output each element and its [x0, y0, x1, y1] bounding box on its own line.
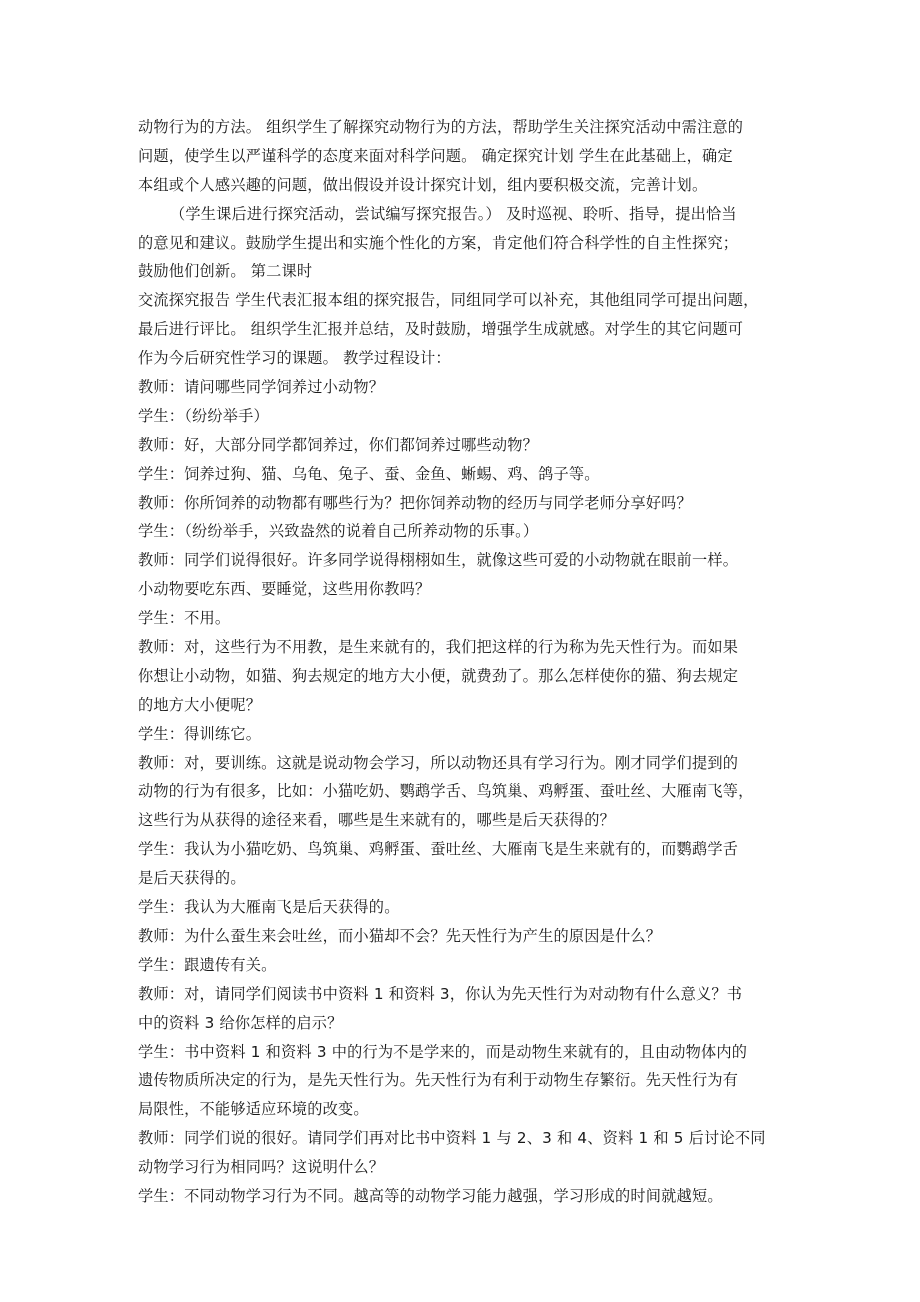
- text-line: 动物的行为有很多，比如：小猫吃奶、鹦鹉学舌、鸟筑巢、鸡孵蛋、蚕吐丝、大雁南飞等，: [138, 782, 754, 801]
- text-line: 动物行为的方法。 组织学生了解探究动物行为的方法，帮助学生关注探究活动中需注意的: [138, 118, 744, 136]
- text-line: 教师：同学们说得很好。许多同学说得栩栩如生，就像这些可爱的小动物就在眼前一样。: [138, 551, 739, 570]
- text-line: 学生：（纷纷举手，兴致盎然的说着自己所养动物的乐事。）: [138, 522, 539, 541]
- text-line: 学生：跟遗传有关。: [138, 955, 277, 974]
- text-line: 动物学习行为相同吗？这说明什么？: [138, 1158, 385, 1177]
- text-line: 教师：对，这些行为不用教，是生来就有的，我们把这样的行为称为先天性行为。而如果: [138, 638, 739, 657]
- text-line: 交流探究报告 学生代表汇报本组的探究报告，同组同学可以补充，其他组同学可提出问题，: [138, 291, 759, 310]
- text-line: 学生：我认为大雁南飞是后天获得的。: [138, 898, 400, 917]
- text-line: 最后进行评比。 组织学生汇报并总结，及时鼓励，增强学生成就感。对学生的其它问题可: [138, 320, 744, 339]
- text-line: 学生：（纷纷举手）: [138, 406, 269, 425]
- document-body: [138, 113, 808, 1211]
- text-line: 教师：为什么蚕生来会吐丝，而小猫却不会？先天性行为产生的原因是什么？: [138, 926, 662, 945]
- text-line: 教师：同学们说的很好。请同学们再对比书中资料 1 与 2、3 和 4、资料 1 和 5 后讨论不同: [138, 1129, 766, 1148]
- text-line: 本组或个人感兴趣的问题，做出假设并设计探究计划，组内要积极交流，完善计划。: [138, 175, 708, 194]
- text-line: 学生：我认为小猫吃奶、鸟筑巢、鸡孵蛋、蚕吐丝、大雁南飞是生来就有的，而鹦鹉学舌: [138, 840, 739, 859]
- text-line: 学生：饲养过狗、猫、乌龟、兔子、蚕、金鱼、蜥蜴、鸡、鸽子等。: [138, 464, 600, 483]
- text-line: 局限性，不能够适应环境的改变。: [138, 1100, 369, 1119]
- text-line: 教师：你所饲养的动物都有哪些行为？把你饲养动物的经历与同学老师分享好吗？: [138, 493, 692, 512]
- text-line: 教师：对，请同学们阅读书中资料 1 和资料 3，你认为先天性行为对动物有什么意义？书: [138, 984, 743, 1003]
- text-line: 是后天获得的。: [138, 869, 246, 888]
- text-line: 学生：得训练它。: [138, 724, 262, 743]
- text-line: 遗传物质所决定的行为，是先天性行为。先天性行为有利于动物生存繁衍。先天性行为有: [138, 1071, 739, 1090]
- text-line: 学生：不用。: [138, 609, 231, 628]
- text-line: （学生课后进行探究活动，尝试编写探究报告。） 及时巡视、聆听、指导，提出恰当: [170, 204, 737, 223]
- text-line: 教师：好，大部分同学都饲养过，你们都饲养过哪些动物？: [138, 435, 539, 454]
- text-line: 的地方大小便呢？: [138, 695, 262, 714]
- text-line: 这些行为从获得的途径来看，哪些是生来就有的，哪些是后天获得的？: [138, 811, 616, 830]
- text-line: 的意见和建议。鼓励学生提出和实施个性化的方案，肯定他们符合科学性的自主性探究；: [138, 233, 739, 252]
- text-line: 教师：对，要训练。这就是说动物会学习，所以动物还具有学习行为。刚才同学们提到的: [138, 753, 739, 772]
- text-line: 你想让小动物，如猫、狗去规定的地方大小便，就费劲了。那么怎样使你的猫、狗去规定: [138, 666, 739, 685]
- text-line: 中的资料 3 给你怎样的启示？: [138, 1013, 343, 1032]
- text-line: 学生：不同动物学习行为不同。越高等的动物学习能力越强，学习形成的时间就越短。: [138, 1186, 723, 1205]
- text-line: 问题，使学生以严谨科学的态度来面对科学问题。 确定探究计划 学生在此基础上，确定: [138, 146, 733, 165]
- text-line: 小动物要吃东西、要睡觉，这些用你教吗？: [138, 580, 431, 599]
- text-line: 作为今后研究性学习的课题。 教学过程设计：: [138, 349, 451, 368]
- text-line: 学生：书中资料 1 和资料 3 中的行为不是学来的，而是动物生来就有的，且由动物体内的: [138, 1042, 748, 1061]
- text-line: 教师：请问哪些同学饲养过小动物？: [138, 378, 385, 397]
- text-line: 鼓励他们创新。 第二课时: [138, 262, 313, 281]
